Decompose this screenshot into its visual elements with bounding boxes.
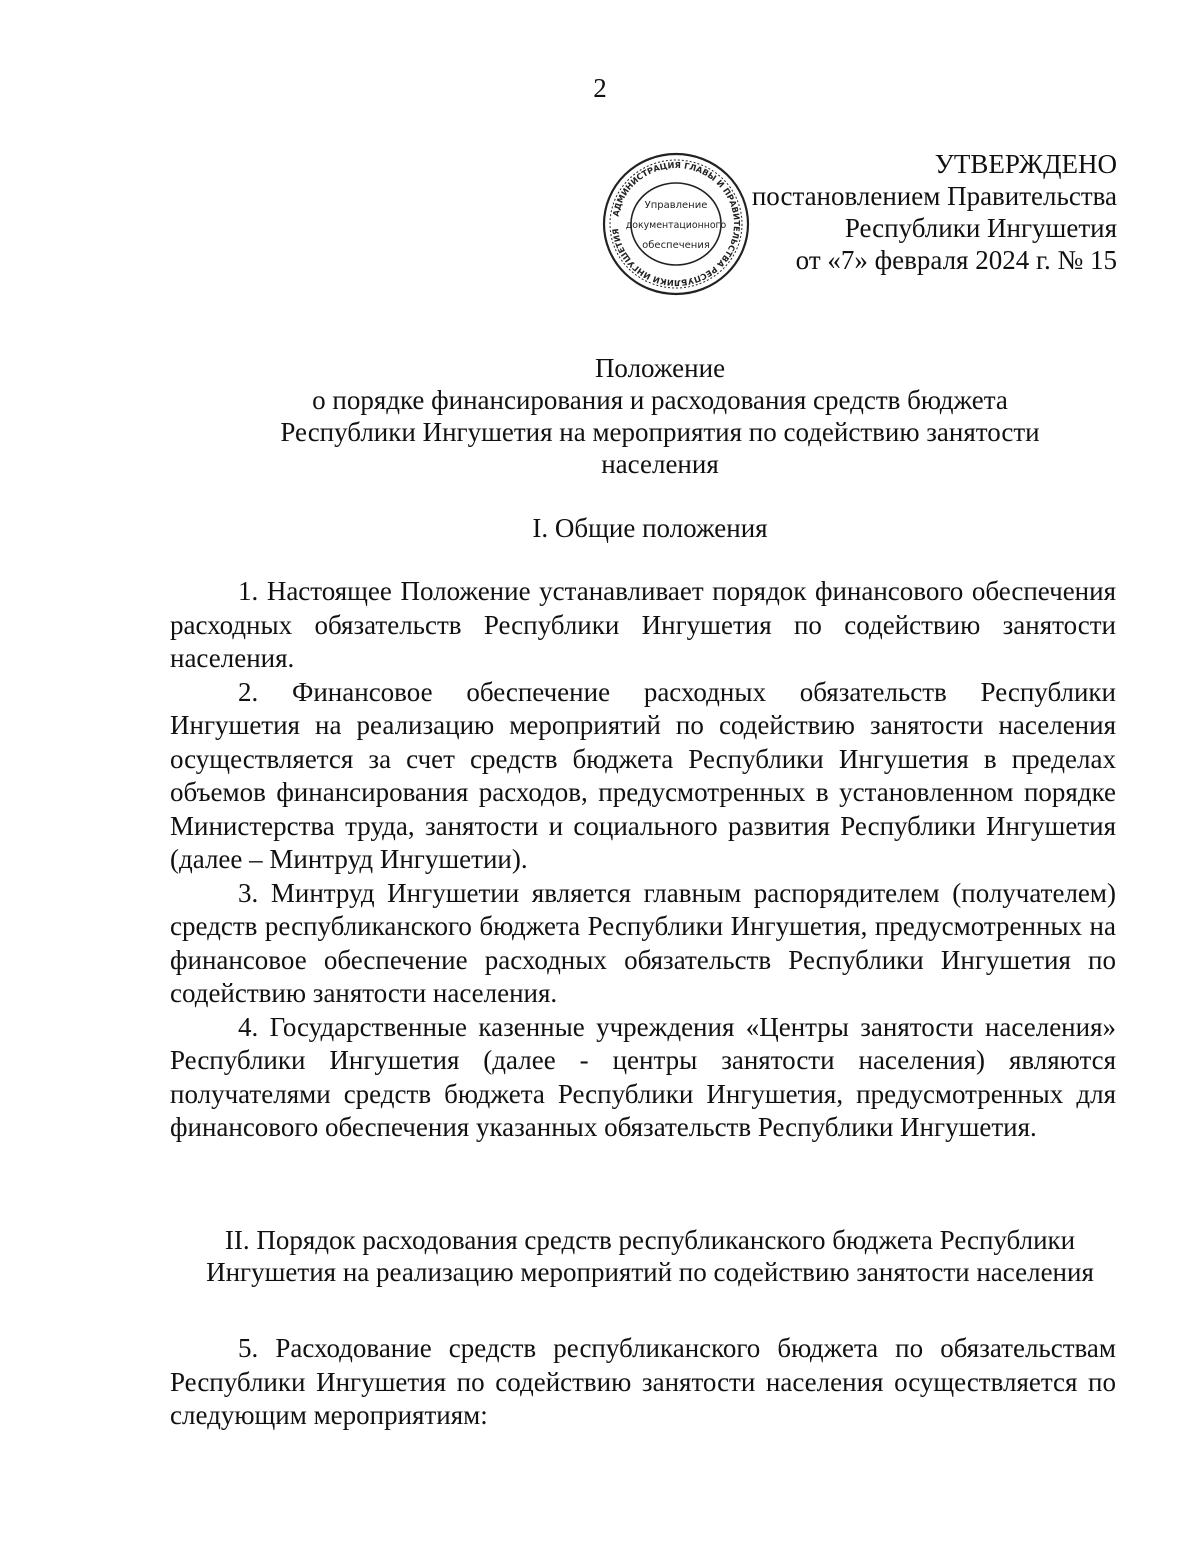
approval-line: от «7» февраля 2024 г. № 15	[795, 245, 1117, 275]
approval-line: УТВЕРЖДЕНО	[934, 149, 1117, 179]
seal-outer-text: АДМИНИСТРАЦИЯ ГЛАВЫ И ПРАВИТЕЛЬСТВА РЕСПУБЛИКИ ИНГУШЕТИЯ	[610, 159, 743, 289]
approval-line: Республики Ингушетия	[844, 213, 1117, 243]
title-line: о порядке финансирования и расходования средств бюджета	[312, 385, 1008, 415]
page-number: 2	[593, 73, 607, 103]
official-seal	[602, 152, 750, 296]
document-title	[160, 352, 1160, 480]
paragraph-2: 2. Финансовое обеспечение расходных обязательств Республики Ингушетия на реализацию мероприятий по содействию занятости населения осуществляется за счет средств бюджета Республики Ингушетия в пределах объемов финансирования расходов, предусмотренных в установленном порядке Министерства труда, занятости и социального развития Республики Ингушетия (далее – Минтруд Ингушетии).	[170, 676, 1116, 874]
approval-line: постановлением Правительства	[751, 181, 1117, 211]
section-2-heading-line: Ингушетия на реализацию мероприятий по содействию занятости населения	[206, 1257, 1094, 1287]
title-line: Республики Ингушетия на мероприятия по содействию занятости	[280, 417, 1040, 447]
section-1-heading	[170, 512, 1130, 544]
title-line: Положение	[594, 353, 726, 383]
section-2-body	[170, 1332, 1116, 1433]
seal-center-line-2: документационного	[625, 220, 727, 231]
section-2-heading-line: II. Порядок расходования средств республиканского бюджета Республики	[224, 1225, 1076, 1255]
section-1-body	[170, 575, 1116, 1145]
section-1-heading-text: I. Общие положения	[532, 513, 768, 543]
paragraph-4: 4. Государственные казенные учреждения «Центры занятости населения» Республики Ингушетия (далее - центры занятости населения) являются получателями средств бюджета Республики Ингушетия, предусмотренных для финансового обеспечения указанных обязательств Республики Ингушетия.	[170, 1011, 1116, 1142]
section-2-heading	[170, 1224, 1130, 1288]
seal-center-line-3: обеспечения	[642, 240, 710, 251]
title-line: населения	[601, 449, 719, 479]
seal-center-line-1: Управление	[644, 200, 708, 211]
paragraph-3: 3. Минтруд Ингушетии является главным распорядителем (получателем) средств республиканского бюджета Республики Ингушетия, предусмотренных на финансовое обеспечение расходных обязательств Республики Ингушетия по содействию занятости населения.	[170, 877, 1116, 1008]
approval-block	[752, 148, 1117, 276]
paragraph-5: 5. Расходование средств республиканского бюджета по обязательствам Республики Ингушетия по содействию занятости населения осуществляется по следующим мероприятиям:	[170, 1333, 1116, 1430]
paragraph-1: 1. Настоящее Положение устанавливает порядок финансового обеспечения расходных обязательств Республики Ингушетия по содействию занятости населения.	[170, 576, 1116, 673]
